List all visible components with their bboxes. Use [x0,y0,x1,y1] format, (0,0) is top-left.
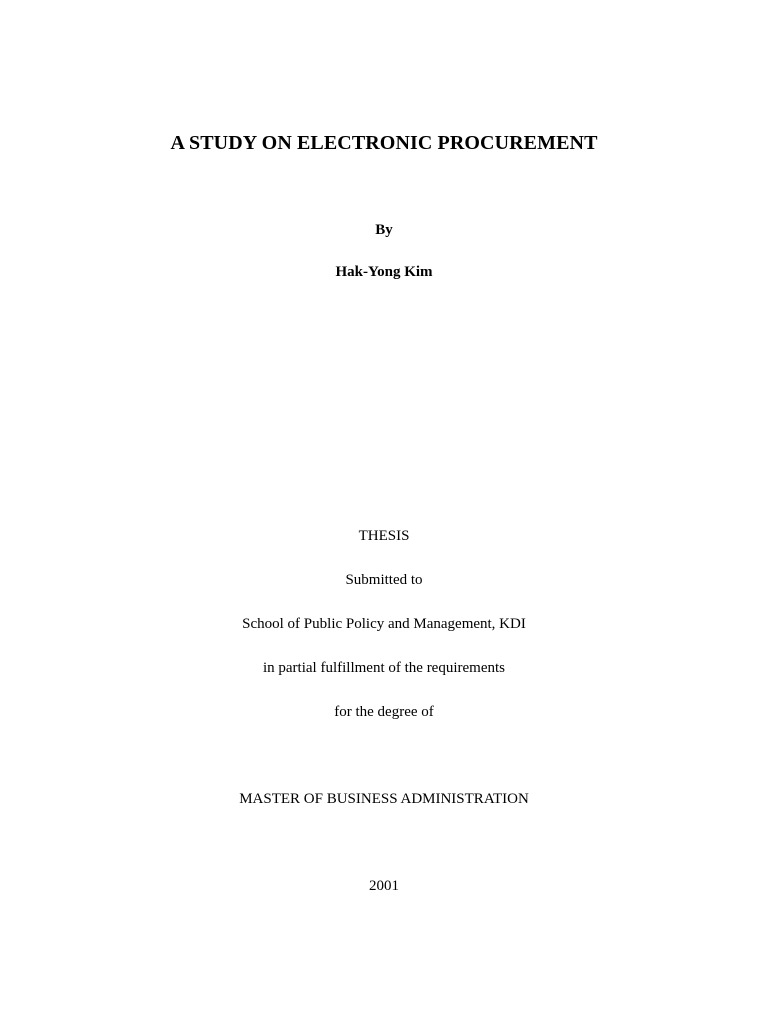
institution-name: School of Public Policy and Management, KDI [242,616,526,632]
author-name: Hak-Yong Kim [335,264,433,280]
submitted-to-label: Submitted to [345,572,423,588]
document-title: A STUDY ON ELECTRONIC PROCUREMENT [170,132,598,154]
submission-year: 2001 [369,878,399,894]
fulfillment-text: in partial fulfillment of the requirements [262,660,505,676]
document-type: THESIS [358,528,410,544]
degree-intro-text: for the degree of [334,704,434,720]
degree-name: MASTER OF BUSINESS ADMINISTRATION [239,791,529,807]
by-label: By [375,222,393,238]
